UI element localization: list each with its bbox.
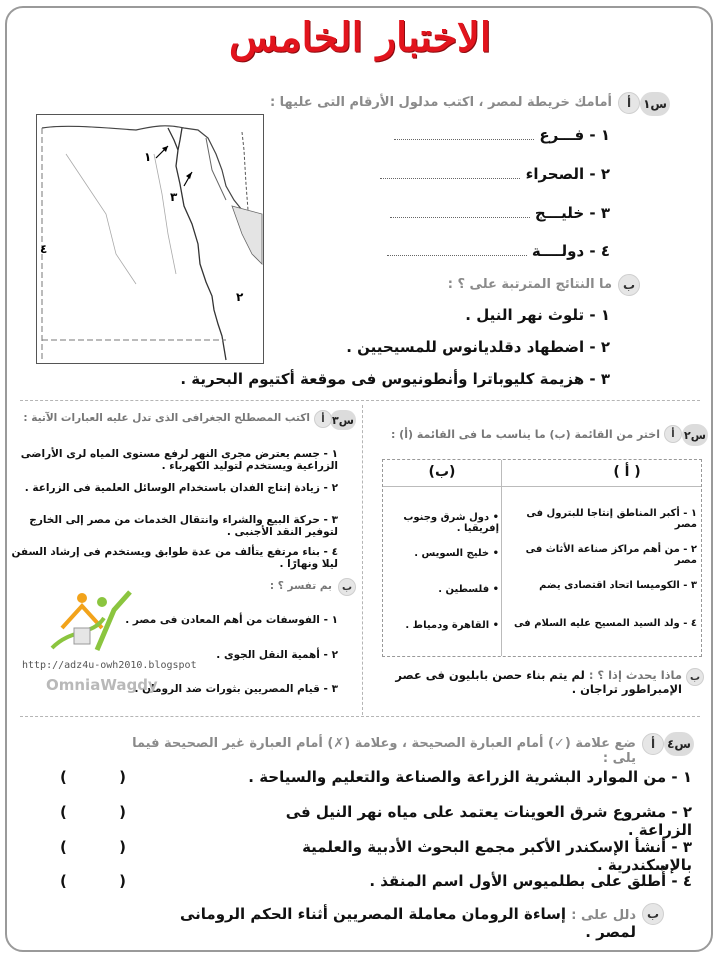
col-b-item-4: • القاهرة ودمياط .	[405, 620, 499, 631]
q4-b-line	[136, 905, 636, 941]
q1-a-item-2: ٢ - الصحراء	[320, 165, 610, 183]
q1-badge: س١	[640, 92, 670, 116]
q3-a-item-4: ٤ - بناء مرتفع يتألف من عدة طوابق ويستخدم فى إرشاد السفن ليلا ونهارًا .	[11, 546, 338, 570]
q1-a-letter: أ	[618, 92, 640, 114]
q2-badge: س٢	[682, 424, 708, 446]
q2-b-line	[372, 668, 682, 696]
q3-b-letter: ب	[338, 578, 356, 596]
col-a-item-1: ١ - أكبر المناطق إنتاجا للبترول فى مصر	[526, 508, 697, 530]
q4-a-item-2: ٢ - مشروع شرق العوينات يعتمد على مياه نهر النيل فى الزراعة .	[285, 803, 692, 839]
q3-a-prompt: اكتب المصطلح الجغرافى الذى تدل عليه العبارات الآتية :	[23, 412, 310, 424]
answer-bracket[interactable]: ( )	[60, 803, 126, 821]
q4-a-item-4: ٤ - أُطلق على بطلميوس الأول اسم المنقذ .	[369, 872, 692, 890]
answer-bracket[interactable]: ( )	[60, 872, 126, 890]
q3-b-item-2: ٢ - أهمية النقل الجوى .	[216, 649, 338, 661]
bullet-icon: •	[489, 548, 499, 559]
q4-b-text: إساءة الرومان معاملة المصريين أثناء الحكم الرومانى لمصر .	[179, 905, 636, 941]
answer-line[interactable]	[390, 207, 530, 218]
answer-bracket[interactable]: ( )	[60, 838, 126, 856]
watermark-logo	[42, 588, 142, 658]
bullet-icon: •	[489, 584, 499, 595]
q3-a-item-1: ١ - جسم يعترض مجرى النهر لرفع مستوى المياه لرى الأراضى الزراعية ويستخدم لتوليد الكهرباء .	[20, 448, 338, 472]
egypt-map	[36, 114, 264, 364]
answer-line[interactable]	[387, 245, 527, 256]
col-a-item-4: ٤ - ولد السيد المسيح عليه السلام فى	[514, 618, 697, 629]
q4-b-prompt: دلل على :	[571, 908, 636, 923]
map-label-3: ٣	[170, 190, 178, 204]
bullet-icon: •	[489, 620, 499, 631]
q4-a-item-1: ١ - من الموارد البشرية الزراعة والصناعة والتعليم والسياحة .	[248, 768, 692, 786]
q3-b-item-3: ٣ - قيام المصريين بثورات ضد الرومان .	[134, 683, 338, 695]
q3-a-item-2: ٢ - زيادة إنتاج الفدان باستخدام الوسائل العلمية فى الزراعة .	[24, 482, 338, 494]
col-b-header: (ب)	[428, 464, 456, 480]
q1-a-item-4: ٤ - دولــــة	[320, 242, 610, 260]
page-title: الاختبار الخامس	[229, 14, 491, 61]
divider	[20, 400, 700, 401]
col-a-item-2: ٢ - من أهم مراكز صناعة الأثاث فى مصر	[525, 544, 697, 566]
q3-b-item-1: ١ - الفوسفات من أهم المعادن فى مصر .	[125, 614, 338, 626]
q1-a-prompt: أمامك خريطة لمصر ، اكتب مدلول الأرقام التى عليها :	[269, 95, 612, 110]
matching-table	[382, 459, 702, 657]
col-b-item-1: • دول شرق وجنوب إفريقيا .	[403, 512, 499, 534]
q1-b-item-1: ١ - تلوث نهر النيل .	[465, 306, 610, 324]
col-a-header: ( أ )	[613, 464, 641, 480]
col-a-item-3: ٣ - الكوميسا اتحاد اقتصادى يضم	[539, 580, 697, 591]
q1-b-prompt: ما النتائج المترتبة على ؟ :	[447, 277, 612, 292]
q4-badge: س٤	[664, 732, 694, 756]
bullet-icon: •	[489, 512, 499, 523]
col-b-item-3: • فلسطين .	[438, 584, 499, 595]
col-b-item-2: • خليج السويس .	[414, 548, 499, 559]
q3-a-letter: أ	[314, 410, 332, 428]
watermark-name: OmniaWagdy	[46, 676, 158, 694]
map-label-2: ٢	[236, 290, 244, 304]
q1-b-item-3: ٣ - هزيمة كليوباترا وأنطونيوس فى موقعة أكتيوم البحرية .	[180, 370, 610, 388]
answer-line[interactable]	[394, 129, 534, 140]
divider	[20, 716, 700, 717]
q4-a-letter: أ	[642, 733, 664, 755]
q2-a-letter: أ	[664, 425, 682, 443]
q3-a-item-3: ٣ - حركة البيع والشراء وانتقال الخدمات من مصر إلى الخارج لتوفير النقد الأجنبى .	[29, 514, 338, 538]
q2-b-text: لم يتم بناء حصن بابليون فى عصر الإمبراطور تراجان .	[395, 668, 682, 696]
watermark-url: http://adz4u-owh2010.blogspot	[22, 660, 197, 671]
answer-bracket[interactable]: ( )	[60, 768, 126, 786]
q3-badge: س٣	[330, 410, 356, 430]
q1-a-item-3: ٣ - خليـــج	[320, 204, 610, 222]
q4-a-item-3: ٣ - أنشأ الإسكندر الأكبر مجمع البحوث الأدبية والعلمية بالإسكندرية .	[302, 838, 692, 874]
map-label-1: ١	[144, 150, 152, 164]
matching-column-divider	[501, 460, 502, 656]
q3-b-prompt: بم تفسر ؟ :	[269, 580, 332, 592]
q1-b-item-2: ٢ - اضطهاد دقلديانوس للمسيحيين .	[346, 338, 610, 356]
house-logo-icon	[42, 588, 142, 658]
answer-line[interactable]	[380, 168, 520, 179]
q4-b-letter: ب	[642, 903, 664, 925]
q2-a-prompt: اختر من القائمة (ب) ما يناسب ما فى القائمة (أ) :	[390, 428, 660, 441]
q2-b-prompt: ماذا يحدث إذا ؟ :	[588, 668, 682, 682]
q4-a-prompt: ضع علامة (✓) أمام العبارة الصحيحة ، وعلامة (✗) أمام العبارة غير الصحيحة فيما يلى :	[132, 736, 636, 766]
q1-a-item-1: ١ - فـــرع	[320, 126, 610, 144]
q2-b-letter: ب	[686, 668, 704, 686]
map-label-4: ٤	[40, 242, 48, 256]
q1-b-letter: ب	[618, 274, 640, 296]
divider	[362, 405, 363, 715]
